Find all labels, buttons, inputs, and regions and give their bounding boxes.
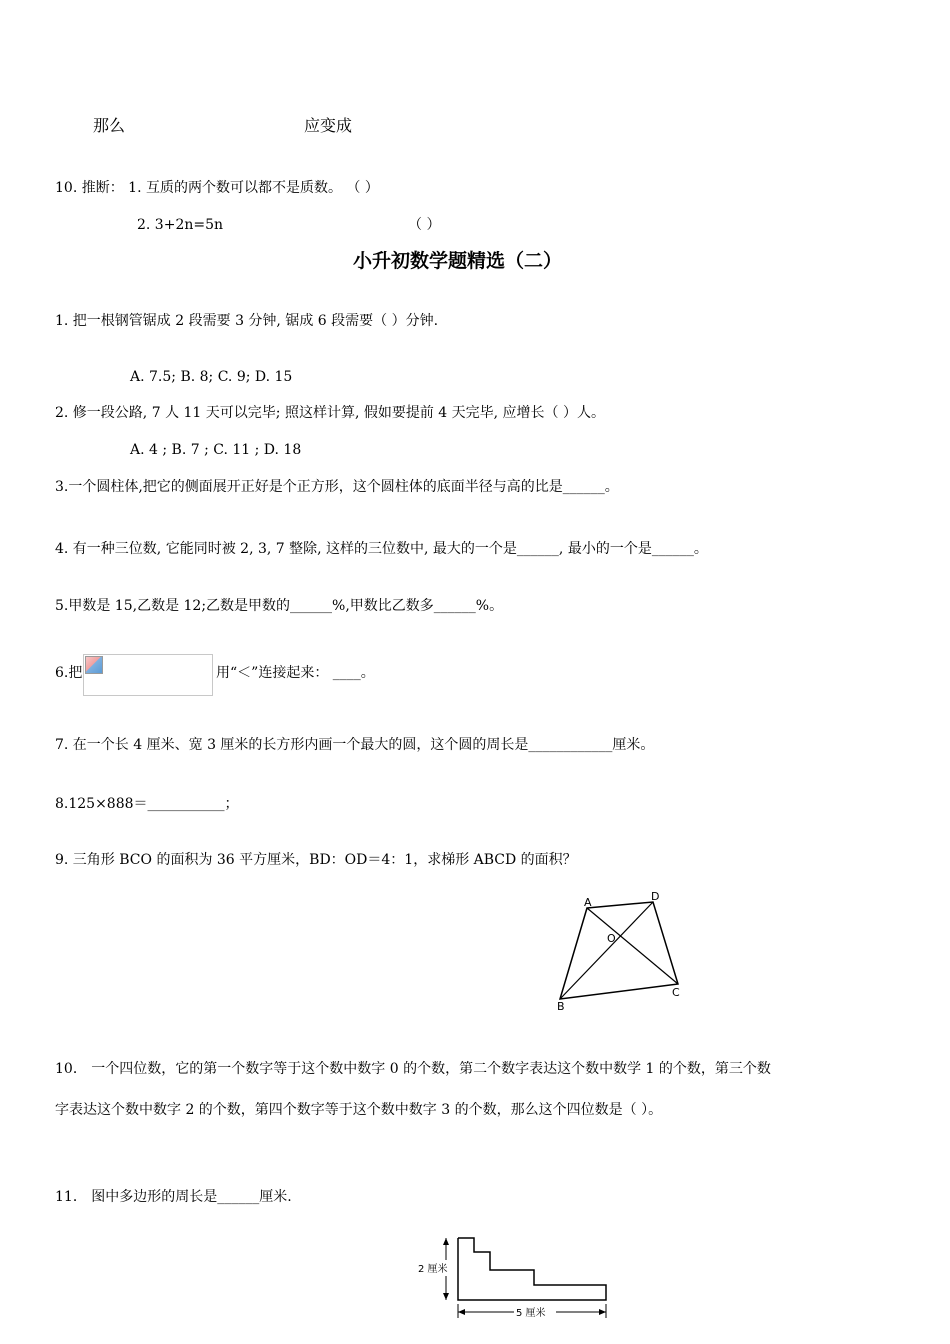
staircase-polygon-figure	[410, 1230, 620, 1330]
diagonal-ac	[587, 908, 678, 984]
page-title: 小升初数学题精选（二）	[353, 250, 563, 272]
q2-options: A. 4 ; B. 7 ; C. 11 ; D. 18	[130, 442, 302, 458]
label-c: C	[672, 986, 680, 999]
q5-text: 5.甲数是 15,乙数是 12;乙数是甲数的______%,甲数比乙数多______%。	[55, 598, 504, 614]
broken-image-placeholder	[83, 654, 213, 696]
q9-text: 9. 三角形 BCO 的面积为 36 平方厘米，BD：OD＝4：1，求梯形 ABCD 的面积？	[55, 852, 577, 868]
q4-text: 4. 有一种三位数, 它能同时被 2, 3, 7 整除, 这样的三位数中, 最大的一个是______, 最小的一个是______。	[55, 541, 708, 557]
q6-prefix: 6.把	[55, 665, 83, 681]
height-arrow-bottom	[443, 1293, 449, 1300]
label-d: D	[651, 890, 660, 903]
q3-text: 3.一个圆柱体,把它的侧面展开正好是个正方形，这个圆柱体的底面半径与高的比是______。	[55, 479, 619, 495]
trapezoid-figure	[550, 888, 690, 1014]
q10a-line2: 2. 3+2n=5n	[137, 217, 224, 233]
top-fragment-right: 应变成	[304, 116, 353, 135]
q6-suffix: 用“＜”连接起来： ____。	[216, 665, 375, 681]
q10b-line1: 10． 一个四位数，它的第一个数字等于这个数中数字 0 的个数，第二个数字表达这个数中数学 1 的个数，第三个数	[55, 1061, 771, 1077]
broken-image-icon	[85, 656, 103, 674]
staircase-outline	[458, 1238, 606, 1300]
q1-text: 1. 把一根钢管锯成 2 段需要 3 分钟, 锯成 6 段需要（ ）分钟.	[55, 313, 439, 329]
height-arrow-top	[443, 1238, 449, 1245]
q10a-line2-paren: （ ）	[408, 217, 441, 233]
q7-text: 7. 在一个长 4 厘米、宽 3 厘米的长方形内画一个最大的圆，这个圆的周长是____________厘米。	[55, 737, 655, 753]
label-b: B	[557, 1000, 565, 1013]
width-label: 5 厘米	[516, 1308, 546, 1319]
q2-text: 2. 修一段公路, 7 人 11 天可以完毕; 照这样计算, 假如要提前 4 天完毕, 应增长（ ）人。	[55, 405, 606, 421]
q8-text: 8.125×888＝___________；	[55, 796, 239, 812]
label-a: A	[584, 896, 592, 909]
q10b-line2: 字表达这个数中数字 2 的个数，第四个数字等于这个数中数字 3 的个数，那么这个四位数是（ ）。	[55, 1102, 663, 1118]
trapezoid-outline	[560, 902, 678, 999]
q10a-line1: 10. 推断： 1. 互质的两个数可以都不是质数。 （ ）	[55, 180, 379, 196]
top-fragment-left: 那么	[93, 116, 126, 135]
height-label: 2 厘米	[418, 1264, 448, 1275]
width-arrow-left	[458, 1309, 465, 1315]
label-o: O	[607, 932, 616, 945]
q1-options: A. 7.5; B. 8; C. 9; D. 15	[130, 369, 293, 385]
q11-text: 11． 图中多边形的周长是______厘米.	[55, 1189, 292, 1205]
width-arrow-right	[599, 1309, 606, 1315]
